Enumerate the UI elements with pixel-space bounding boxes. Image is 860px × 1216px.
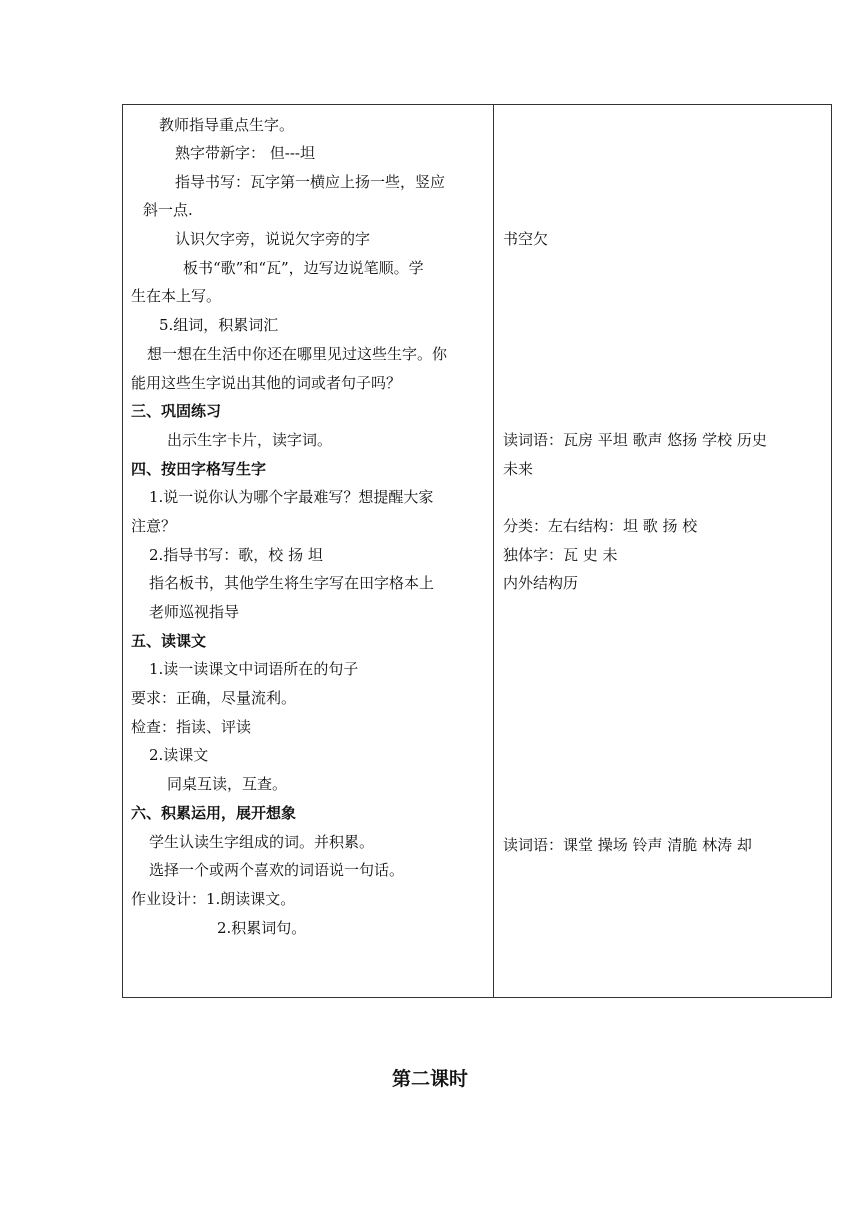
left-line: 选择一个或两个喜欢的词语说一句话。: [149, 861, 405, 879]
lesson-plan-table: [122, 104, 832, 998]
left-line: 要求：正确，尽量流利。: [131, 689, 297, 707]
left-line: 认识欠字旁，说说欠字旁的字: [175, 230, 371, 248]
right-line: 独体字：瓦 史 未: [503, 546, 618, 564]
section-heading: 四、按田字格写生字: [131, 460, 267, 478]
right-line: 读词语：瓦房 平坦 歌声 悠扬 学校 历史: [503, 431, 767, 449]
right-line: 读词语：课堂 操场 铃声 清脆 林涛 却: [503, 836, 752, 854]
section-title: 第二课时: [391, 1068, 468, 1090]
right-line: 书空欠: [503, 230, 549, 248]
left-line: 注意？: [131, 517, 177, 535]
right-line: 分类：左右结构：坦 歌 扬 校: [503, 517, 698, 535]
left-line: 学生认读生字组成的词。并积累。: [149, 833, 375, 851]
left-line: 检查：指读、评读: [131, 718, 252, 736]
left-line: 2.读课文: [149, 746, 209, 764]
section-heading: 六、积累运用，展开想象: [131, 804, 297, 822]
left-line: 想一想在生活中你还在哪里见过这些生字。你: [147, 345, 448, 363]
left-line: 2.指导书写：歌，校 扬 坦: [149, 546, 323, 564]
left-line: 生在本上写。: [131, 287, 222, 305]
section-heading: 五、读课文: [131, 632, 207, 650]
left-line: 同桌互读，互查。: [167, 775, 288, 793]
left-line: 1.说一说你认为哪个字最难写？想提醒大家: [149, 488, 434, 506]
left-line: 指名板书，其他学生将生字写在田字格本上: [149, 574, 435, 592]
left-line: 能用这些生字说出其他的词或者句子吗？: [131, 374, 402, 392]
left-line: 板书“歌”和“瓦”，边写边说笔顺。学: [183, 259, 424, 277]
left-line: 教师指导重点生字。: [159, 116, 295, 134]
left-line: 1.读一读课文中词语所在的句子: [149, 660, 359, 678]
section-heading: 三、巩固练习: [131, 402, 222, 420]
right-line: 内外结构历: [503, 574, 579, 592]
left-line: 2.积累词句。: [217, 919, 307, 937]
left-line: 斜一点.: [143, 201, 193, 219]
column-divider: [493, 105, 494, 997]
left-line: 作业设计：1.朗读课文。: [131, 890, 296, 908]
left-line: 熟字带新字： 但---坦: [175, 144, 315, 162]
left-line: 老师巡视指导: [149, 603, 240, 621]
left-line: 5.组词，积累词汇: [159, 316, 279, 334]
right-line: 未来: [503, 460, 534, 478]
left-line: 指导书写：瓦字第一横应上扬一些，竖应: [175, 173, 446, 191]
left-line: 出示生字卡片，读字词。: [167, 431, 333, 449]
